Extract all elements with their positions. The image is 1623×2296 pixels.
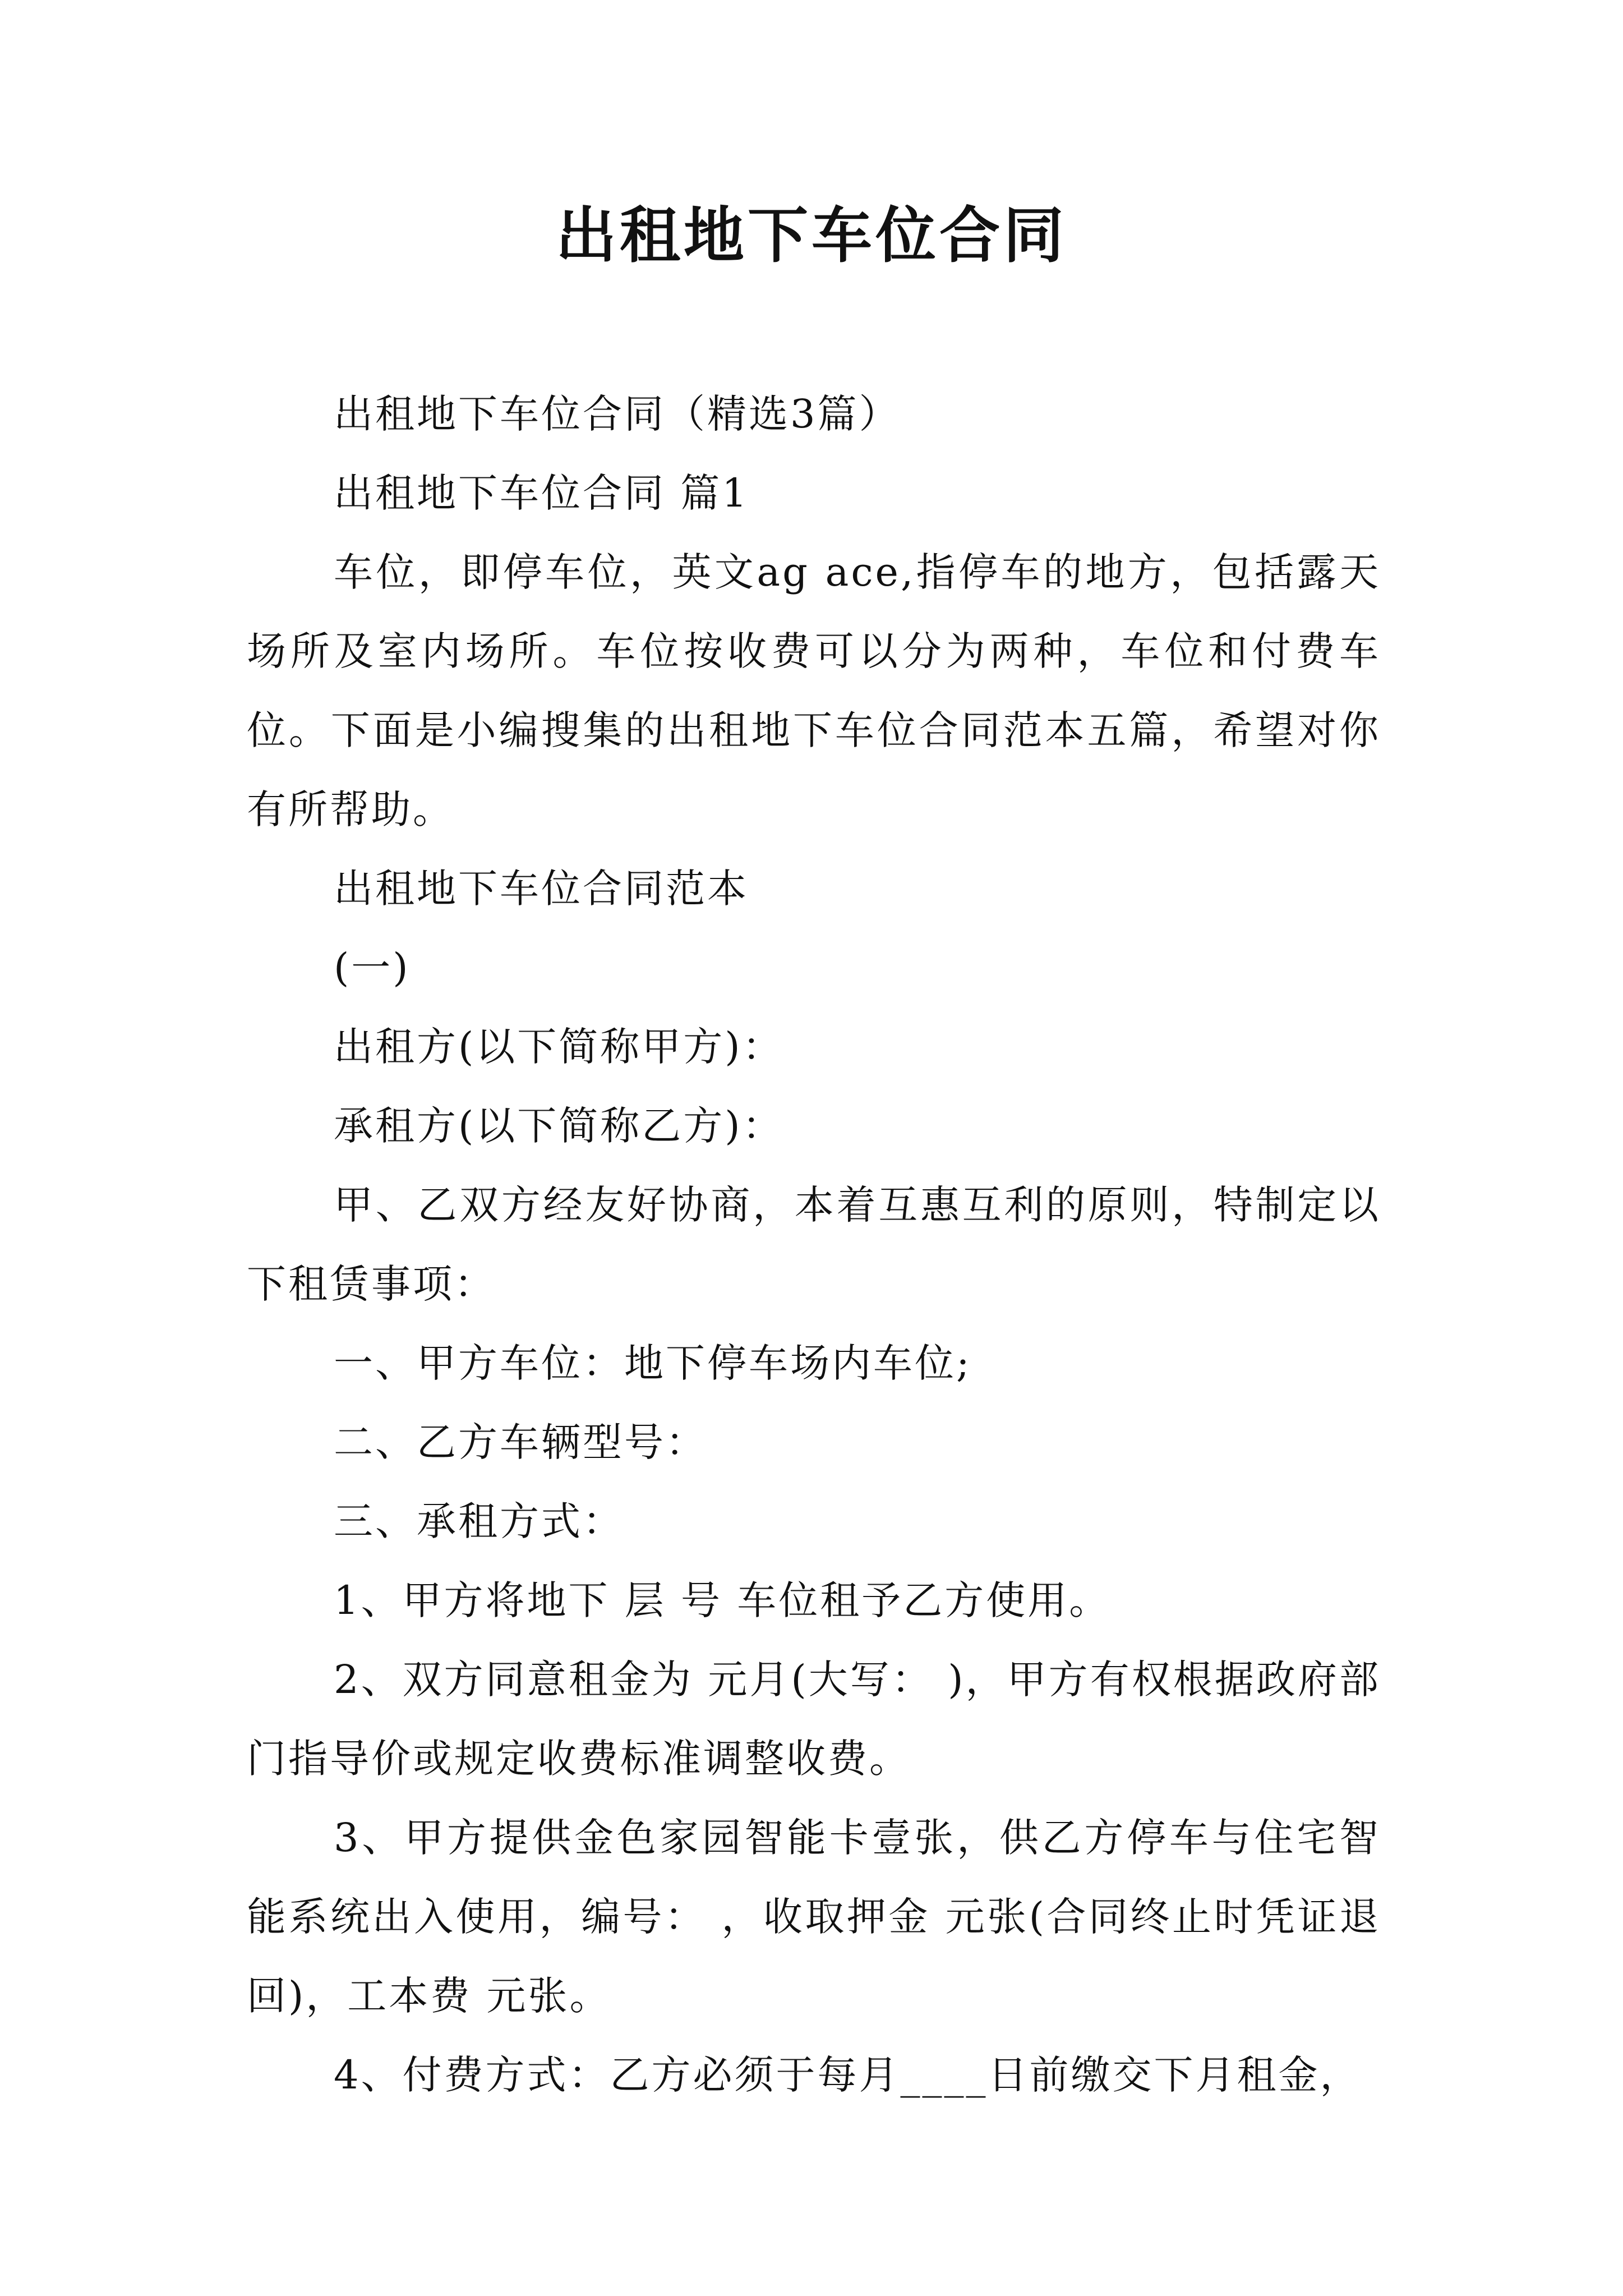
paragraph: 车位，即停车位，英文ag ace,指停车的地方，包括露天场所及室内场所。车位按收费可以分为两种，车位和付费车位。下面是小编搜集的出租地下车位合同范本五篇，希望对你有所帮助。 [247,549,1381,832]
paragraph: (一) [334,945,411,991]
paragraph: 4、付费方式：乙方必须于每月____日前缴交下月租金， [334,2052,1362,2098]
paragraph: 承租方(以下简称乙方)： [334,1103,784,1149]
paragraph: 出租地下车位合同 篇1 [334,470,749,516]
paragraph: 出租地下车位合同（精选3篇） [334,391,901,437]
paragraph: 2、双方同意租金为 元月(大写： )，甲方有权根据政府部门指导价或规定收费标准调整收费。 [247,1657,1381,1782]
paragraph: 3、甲方提供金色家园智能卡壹张，供乙方停车与住宅智能系统出入使用，编号： ，收取押金 元张(合同终止时凭证退回)，工本费 元张。 [247,1815,1381,2019]
paragraph: 出租方(以下简称甲方)： [334,1024,784,1070]
paragraph: 出租地下车位合同范本 [334,866,749,912]
paragraph: 甲、乙双方经友好协商，本着互惠互利的原则，特制定以下租赁事项： [247,1182,1381,1307]
document-body [247,375,1381,2115]
paragraph: 二、乙方车辆型号： [334,1419,707,1465]
document-title: 出租地下车位合同 [555,200,1067,271]
paragraph: 一、甲方车位：地下停车场内车位; [334,1340,972,1386]
paragraph: 1、甲方将地下 层 号 车位租予乙方使用。 [334,1577,1111,1623]
paragraph: 三、承租方式： [334,1498,624,1544]
